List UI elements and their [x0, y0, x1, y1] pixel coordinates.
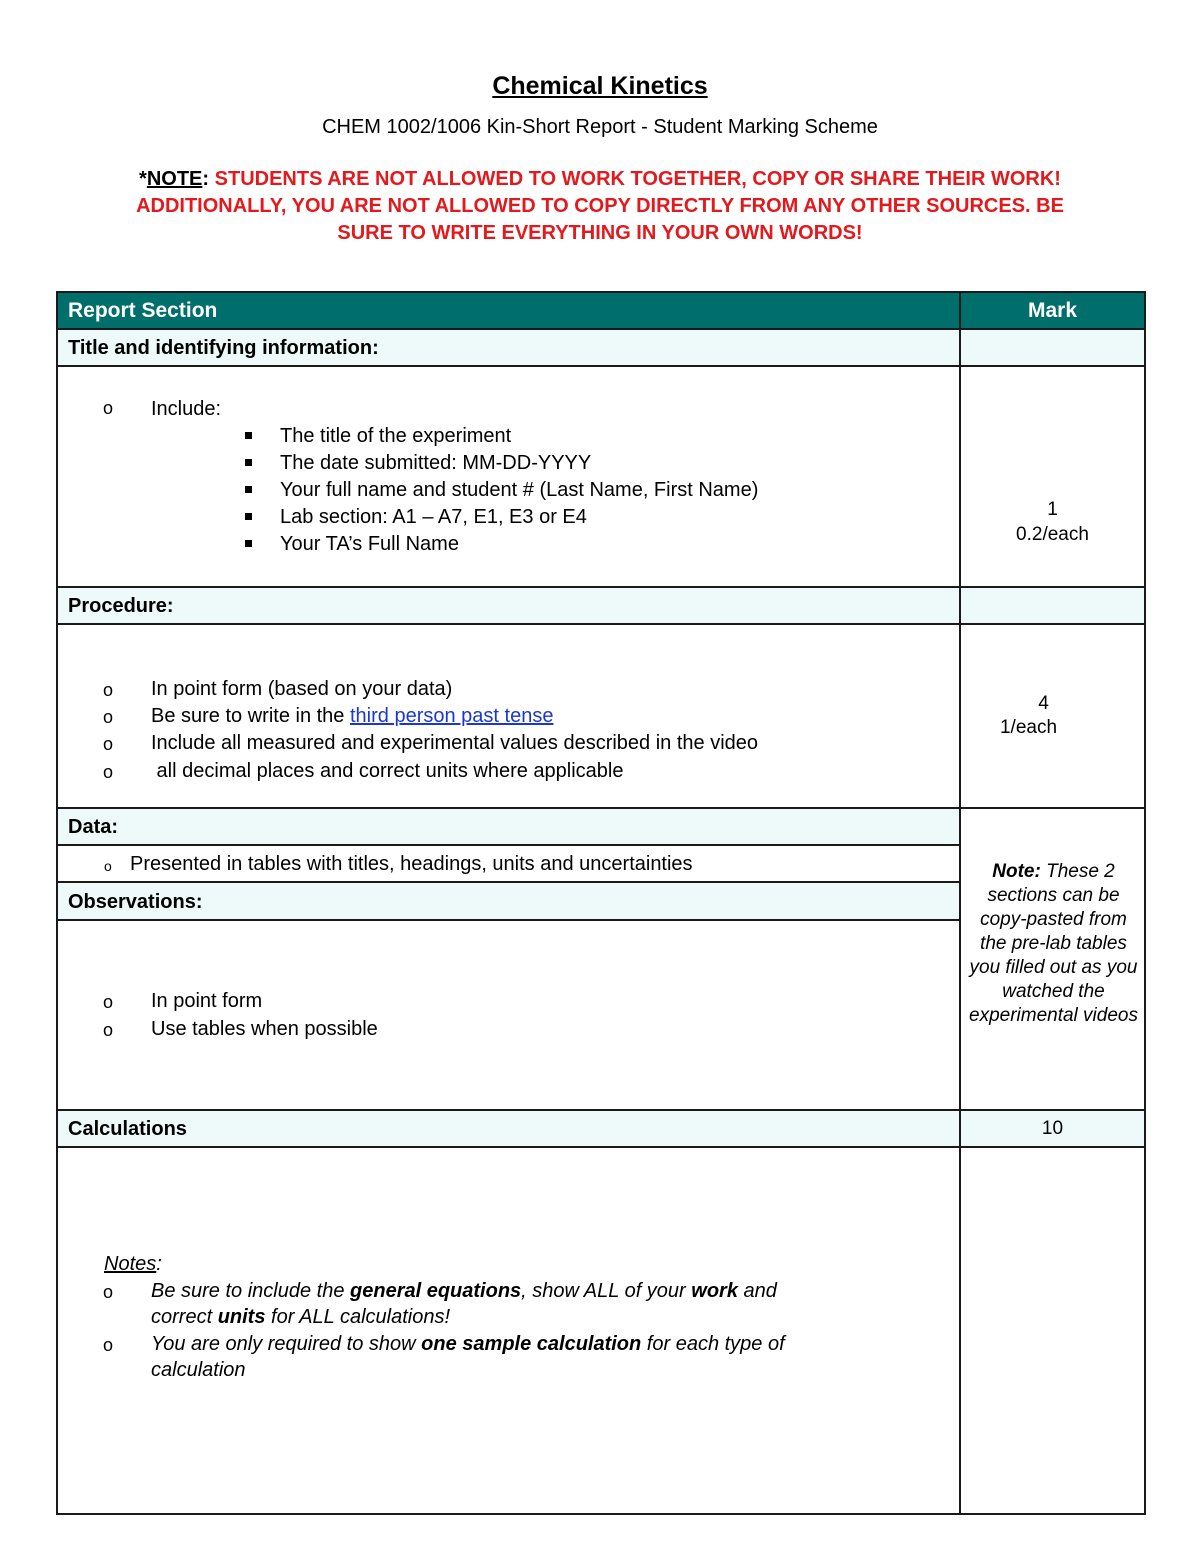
note-label: NOTE [146, 168, 203, 190]
table-rule [57, 807, 1146, 809]
bullet-o: o [104, 858, 112, 874]
table-border [1144, 291, 1146, 1515]
document-title: Chemical Kinetics [492, 72, 708, 100]
calculations-label: Calculations [68, 1118, 187, 1140]
table-border [57, 1513, 1146, 1515]
header-mark: Mark [1027, 299, 1078, 322]
square-bullet [245, 540, 252, 547]
bullet-o: o [103, 1020, 114, 1040]
bullet-o: o [103, 680, 114, 700]
calc-note-text: for ALL calculations! [265, 1306, 451, 1328]
observations-item: In point form [151, 990, 263, 1012]
note-line-1: STUDENTS ARE NOT ALLOWED TO WORK TOGETHER, COPY OR SHARE THEIR WORK! [209, 168, 1061, 190]
shared-note-bold: Note: [992, 861, 1041, 882]
notes-colon: : [156, 1253, 162, 1275]
bullet-o: o [103, 1335, 114, 1355]
notes-label: Notes [104, 1253, 157, 1275]
note-colon: : [202, 168, 210, 190]
calc-note-bold: work [691, 1280, 738, 1302]
note-line-2: ADDITIONALLY, YOU ARE NOT ALLOWED TO COPY DIRECTLY FROM ANY OTHER SOURCES. BE [136, 195, 1064, 217]
calculations-mark: 10 [1041, 1118, 1064, 1139]
table-rule [57, 328, 1146, 330]
table-rule [57, 844, 961, 846]
procedure-item-text: Be sure to write in the [151, 705, 350, 727]
square-bullet [245, 432, 252, 439]
bullet-o: o [103, 992, 114, 1012]
calc-note-text: correct [151, 1306, 218, 1328]
warning-note [40, 166, 1160, 247]
table-border [56, 291, 58, 1515]
table-rule [57, 1109, 1146, 1111]
calc-note-text: , show ALL of your [521, 1280, 692, 1302]
bullet-o: o [103, 1282, 114, 1302]
procedure-item [151, 703, 553, 729]
square-bullet [245, 486, 252, 493]
bullet-o: o [103, 762, 114, 782]
procedure-item: all decimal places and correct units where applicable [151, 760, 624, 782]
shared-note-text: These 2 sections can be copy-pasted from the pre-lab tables you filled out as you watched the experimental videos [969, 861, 1138, 1026]
include-item: The date submitted: MM-DD-YYYY [280, 452, 592, 474]
table-border [57, 291, 1146, 293]
observations-item: Use tables when possible [151, 1018, 378, 1040]
title-mark: 1 [1047, 499, 1058, 520]
title-mark-detail: 0.2/each [1016, 524, 1089, 545]
include-item: Your TA’s Full Name [280, 533, 459, 555]
table-rule [57, 881, 961, 883]
procedure-label: Procedure: [68, 595, 174, 617]
calc-note-text: You are only required to show [151, 1333, 422, 1355]
calc-note-text: and [737, 1280, 777, 1302]
header-report-section: Report Section [68, 299, 218, 322]
bullet-o: o [103, 707, 114, 727]
note-line-3: SURE TO WRITE EVERYTHING IN YOUR OWN WORDS! [337, 222, 863, 244]
notes-heading [104, 1251, 162, 1277]
table-rule [57, 623, 1146, 625]
bullet-o: o [103, 398, 114, 418]
calc-note-bold: units [217, 1306, 266, 1328]
square-bullet [245, 513, 252, 520]
procedure-row [57, 587, 1145, 624]
calc-note-1 [151, 1278, 951, 1330]
note-prefix: * [139, 168, 147, 190]
include-label: Include: [151, 398, 222, 420]
calc-note-bold: one sample calculation [421, 1333, 642, 1355]
document-subtitle: CHEM 1002/1006 Kin-Short Report - Student Marking Scheme [322, 116, 878, 138]
calc-note-bold: general equations [350, 1280, 522, 1302]
data-item: Presented in tables with titles, headings, units and uncertainties [130, 853, 693, 875]
table-rule [57, 365, 1146, 367]
third-person-link[interactable]: third person past tense [349, 705, 554, 727]
include-item: The title of the experiment [280, 425, 512, 447]
data-row [57, 808, 960, 845]
table-rule [57, 1146, 1146, 1148]
procedure-item: In point form (based on your data) [151, 678, 453, 700]
shared-note [966, 860, 1141, 1028]
calc-note-text: calculation [151, 1359, 246, 1381]
data-label: Data: [68, 816, 119, 838]
procedure-mark-detail: 1/each [999, 717, 1058, 738]
square-bullet [245, 459, 252, 466]
bullet-o: o [103, 734, 114, 754]
calc-note-text: for each type of [641, 1333, 785, 1355]
procedure-mark: 4 [1038, 693, 1049, 714]
table-column-rule [959, 291, 961, 1515]
table-rule [57, 919, 961, 921]
observations-label: Observations: [68, 891, 203, 913]
include-item: Lab section: A1 – A7, E1, E3 or E4 [280, 506, 587, 528]
table-rule [57, 586, 1146, 588]
include-item: Your full name and student # (Last Name, First Name) [280, 479, 759, 501]
calc-note-2 [151, 1331, 951, 1383]
calc-note-text: Be sure to include the [151, 1280, 351, 1302]
title-section-label: Title and identifying information: [68, 337, 379, 359]
procedure-item: Include all measured and experimental values described in the video [151, 732, 759, 754]
